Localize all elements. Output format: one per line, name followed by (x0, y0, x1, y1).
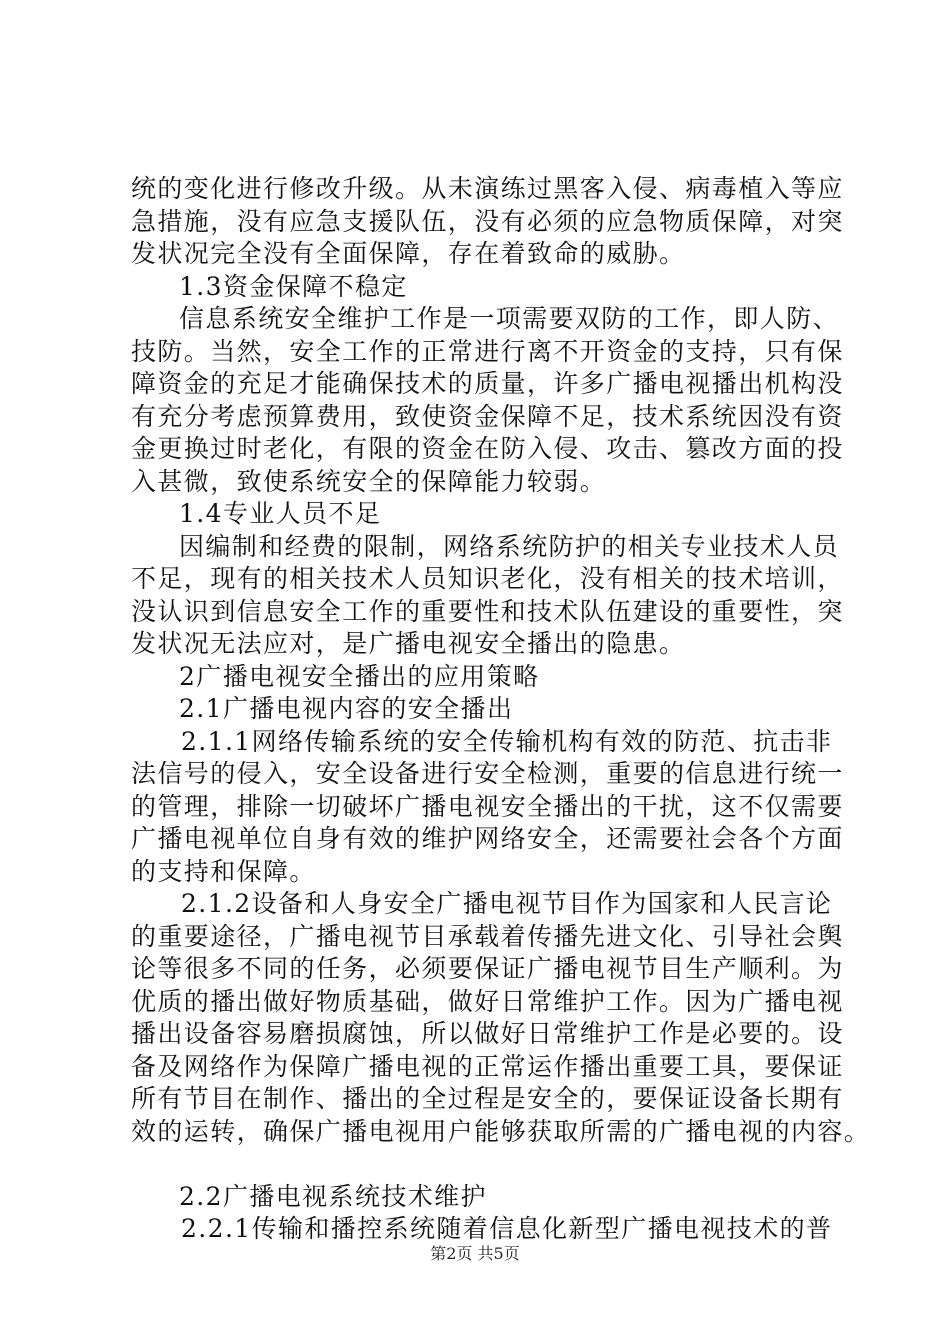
paragraph-line: 2.1.2设备和人身安全广播电视节目作为国家和人民言论 (181, 889, 833, 918)
paragraph-line: 金更换过时老化，有限的资金在防入侵、攻击、篡改方面的投 (131, 434, 844, 463)
paragraph-line: 有充分考虑预算费用，致使资金保障不足，技术系统因没有资 (131, 401, 844, 431)
paragraph-line: 2.1.1网络传输系统的安全传输机构有效的防范、抗击非 (181, 726, 833, 756)
paragraph-line: 统的变化进行修改升级。从未演练过黑客入侵、病毒植入等应 (131, 174, 844, 203)
paragraph-line: 法信号的侵入，安全设备进行安全检测，重要的信息进行统一 (131, 759, 844, 788)
paragraph-line: 入甚微，致使系统安全的保障能力较弱。 (131, 466, 607, 496)
paragraph-line: 优质的播出做好物质基础，做好日常维护工作。因为广播电视 (131, 986, 844, 1016)
paragraph-line: 因编制和经费的限制，网络系统防护的相关专业技术人员 (179, 531, 840, 561)
paragraph-line: 的重要途径，广播电视节目承载着传播先进文化、引导社会舆 (131, 921, 844, 951)
section-heading: 1.3资金保障不稳定 (179, 271, 408, 301)
paragraph-line: 播出设备容易磨损腐蚀，所以做好日常维护工作是必要的。设 (131, 1019, 844, 1048)
paragraph-line: 发状况无法应对，是广播电视安全播出的隐患。 (131, 629, 686, 658)
paragraph-line: 的管理，排除一切破坏广播电视安全播出的干扰，这不仅需要 (131, 791, 844, 821)
paragraph-line: 的支持和保障。 (131, 856, 316, 886)
section-heading: 2.1广播电视内容的安全播出 (179, 694, 514, 723)
paragraph-line: 备及网络作为保障广播电视的正常运作播出重要工具，要保证 (131, 1051, 844, 1081)
chapter-heading: 2广播电视安全播出的应用策略 (179, 661, 540, 691)
paragraph-line: 广播电视单位自身有效的维护网络安全，还需要社会各个方面 (131, 824, 844, 853)
page-number-footer: 第2页 共5页 (430, 1244, 520, 1263)
paragraph-line: 急措施，没有应急支援队伍，没有必须的应急物质保障，对突 (131, 206, 844, 236)
blank-line (131, 1148, 831, 1181)
document-body (131, 173, 871, 1246)
paragraph-line: 没认识到信息安全工作的重要性和技术队伍建设的重要性，突 (131, 596, 844, 626)
paragraph-line: 不足，现有的相关技术人员知识老化，没有相关的技术培训， (131, 564, 844, 593)
paragraph-line: 2.2.1传输和播控系统随着信息化新型广播电视技术的普 (181, 1214, 833, 1243)
paragraph-line: 技防。当然，安全工作的正常进行离不开资金的支持，只有保 (131, 336, 844, 366)
paragraph-line: 信息系统安全维护工作是一项需要双防的工作，即人防、 (179, 304, 840, 333)
paragraph-line: 发状况完全没有全面保障，存在着致命的威胁。 (131, 239, 686, 268)
paragraph-line: 效的运转，确保广播电视用户能够获取所需的广播电视的内容。 (131, 1116, 871, 1146)
paragraph-line: 障资金的充足才能确保技术的质量，许多广播电视播出机构没 (131, 369, 844, 398)
section-heading: 1.4专业人员不足 (179, 499, 382, 528)
paragraph-line: 论等很多不同的任务，必须要保证广播电视节目生产顺利。为 (131, 954, 844, 983)
paragraph-line: 所有节目在制作、播出的全过程是安全的，要保证设备长期有 (131, 1084, 844, 1113)
section-heading: 2.2广播电视系统技术维护 (179, 1181, 487, 1211)
